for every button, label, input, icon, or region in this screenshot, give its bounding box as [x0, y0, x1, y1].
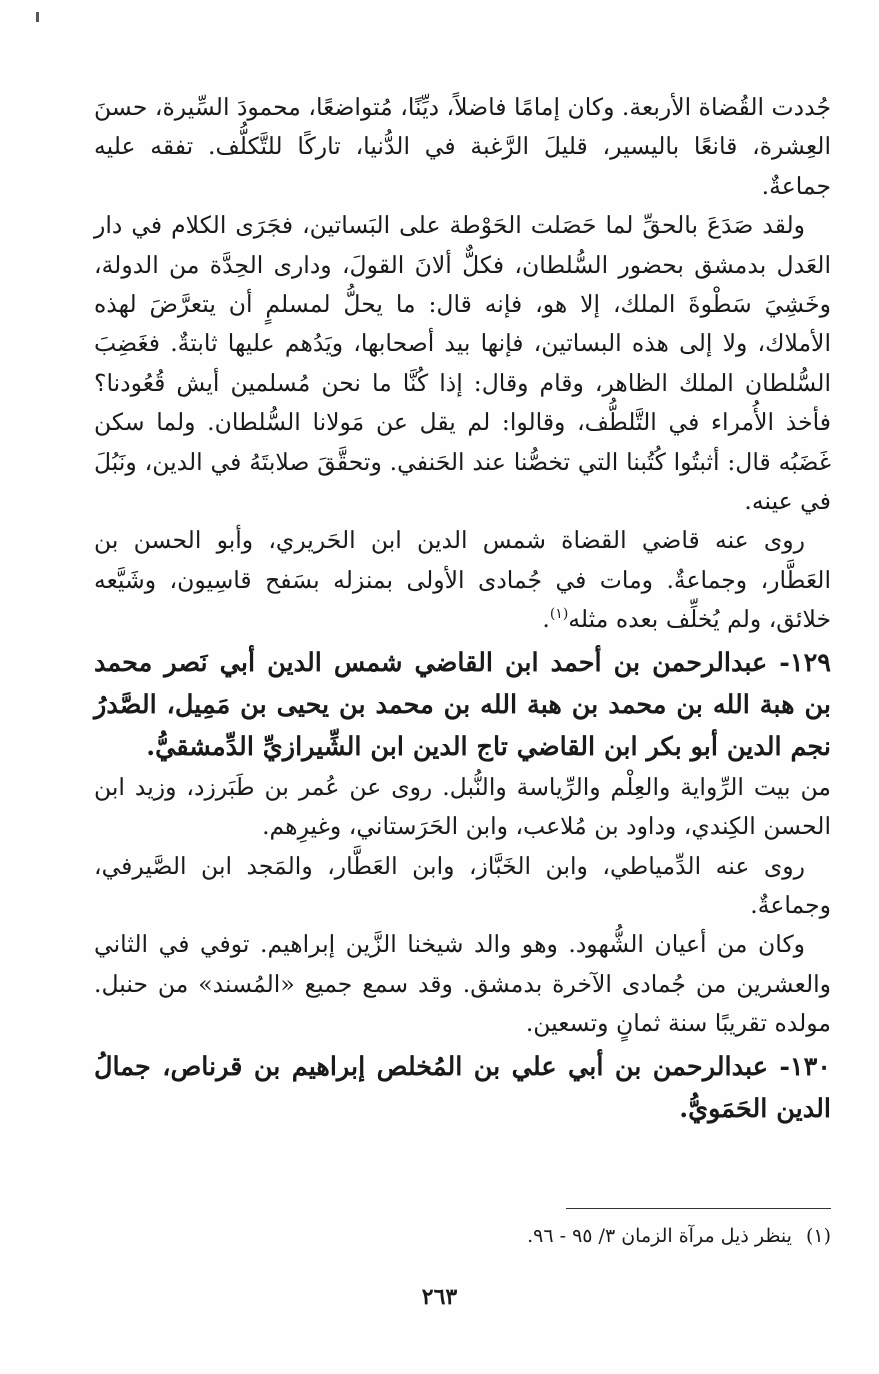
- paragraph-128-character: جُددت القُضاة الأربعة. وكان إمامًا فاضلاً، ديِّنًا، مُتواضعًا، محمودَ السِّيرة، حسنَ العِشرة، قانعًا باليسير، قليلَ الرَّغبة في الدُّنيا، تاركًا للتَّكلُّف. تفقه عليه جماعةٌ.: [94, 93, 831, 200]
- paragraph-129-death: وكان من أعيان الشُّهود. وهو والد شيخنا الزَّين إبراهيم. توفي في الثاني والعشرين من جُمادى الآخرة بدمشق. وقد سمع جميع «المُسند» من حنبل. مولده تقريبًا سنة ثمانٍ وتسعين.: [94, 930, 831, 1038]
- paragraph-128-narrators-text: روى عنه قاضي القضاة شمس الدين ابن الحَريري، وأبو الحسن بن العَطَّار، وجماعةٌ. ومات في جُمادى الأولى بمنزله بسَفح قاسِيون، وشَيَّعه خلائق، ولم يُخلِّف بعده مثله: [94, 526, 831, 634]
- scan-mark: [36, 12, 39, 22]
- main-text: [94, 88, 831, 1130]
- footnote-divider: [566, 1208, 831, 1209]
- paragraph-129-students: روى عنه الدِّمياطي، وابن الخَبَّاز، وابن العَطَّار، والمَجد ابن الصَّيرفي، وجماعةٌ.: [94, 851, 831, 919]
- entry-130-heading: ١٣٠- عبدالرحمن بن أبي علي بن المُخلص إبراهيم بن قرناص، جمالُ الدين الحَمَويُّ.: [94, 1051, 831, 1124]
- footnote: [94, 1222, 831, 1250]
- paragraph-129-teachers: من بيت الرِّواية والعِلْم والرِّياسة والنُّبل. روى عن عُمر بن طَبَرزد، وزيد ابن الحسن الكِندي، وداود بن مُلاعب، وابن الحَرَستاني، وغيرِهم.: [94, 772, 831, 841]
- page-number: ٢٦٣: [421, 1284, 458, 1310]
- footnote-text: ينظر ذيل مرآة الزمان ٣/ ٩٥ - ٩٦.: [527, 1225, 792, 1247]
- paragraph-128-narrators-death: [94, 521, 831, 639]
- paragraph-128-gardens-episode: ولقد صَدَعَ بالحقِّ لما حَصَلت الحَوْطة على البَساتين، فجَرَى الكلام في دار العَدل بدمشق بحضور السُّلطان، فكلٌّ ألانَ القولَ، ودارى الحِدَّة من الدولة، وخَشِيَ سَطْوةَ الملك، إلا هو، فإنه قال: ما يحلُّ لمسلمٍ أن يتعرَّضَ لهذه الأملاك، ولا إلى هذه البساتين، فإنها بيد أصحابها، ويَدُهم عليها ثابتةٌ. فغَضِبَ السُّلطان الملك الظاهر، وقام وقال: إذا كُنَّا ما نحن مُسلمين أيش قُعُودنا؟ فأخذ الأُمراء في التَّلطُّف، وقالوا: لم يقل عن مَولانا السُّلطان. ولما سكن غَضَبُه قال: أثبتُوا كُتُبنا التي تخصُّنا عند الحَنفي. وتحقَّقَ صلابتَهُ في الدين، ونَبُلَ في عينه.: [94, 211, 831, 516]
- footnote-reference: (١): [549, 606, 569, 623]
- footnote-number: (١): [805, 1225, 831, 1247]
- entry-129-heading: ١٢٩- عبدالرحمن بن أحمد ابن القاضي شمس الدين أبي نَصر محمد بن هبة الله بن محمد بن هبة الله بن محمد بن يحيى بن مَمِيل، الصَّدرُ نجم الدين أبو بكر ابن القاضي تاج الدين ابن الشِّيرازيِّ الدِّمشقيُّ.: [94, 647, 831, 762]
- paragraph-128-end-stop: .: [542, 605, 550, 634]
